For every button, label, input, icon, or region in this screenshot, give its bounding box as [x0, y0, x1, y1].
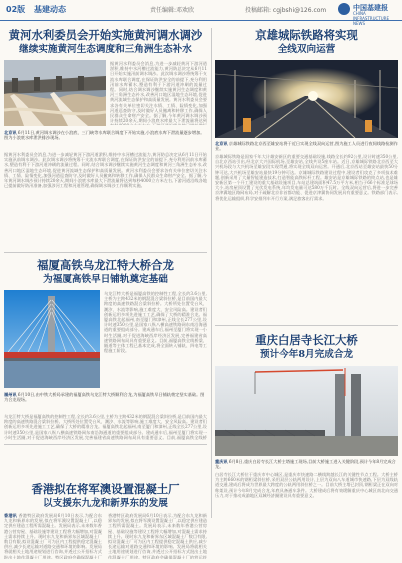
caption-text: 京雄城际铁路北京西至雄安站将于近日实现全线双向运营,图为施工人员进行夜间线路检测作业。: [215, 141, 398, 152]
article-subhead: 预计今年8月完成合龙: [259, 349, 354, 360]
article-body: [4, 513, 102, 559]
page-number: 02版: [6, 5, 26, 14]
section-divider: [215, 325, 398, 326]
article-subhead: 以支援东九龙和新界东的发展: [43, 498, 168, 509]
article-body-continued: 香港特区政府发展局6月10日表示,为配合东九龙和新界东的发展,拟在将军澳设置混凝土厂,以稳定供应建造工程所需混凝土。发展局表示,未来数年香港公营房屋、基础设施等建设工程将大幅增加,对混凝土需求持续上升。现时东九龙和新界东区域混凝土厂数目有限,拟设混凝土厂可为区内工程提供稳定混凝土供应,减少长途运输对道路交通和环境的影响。发展局将就相关土地用途规划进行咨询,并透过公开招标方式批出土地作混凝土厂用途。特区政府会确保混凝土厂的营运符: [108, 513, 207, 559]
article-subhead: 为福厦高铁早日铺轨奠定基础: [43, 274, 168, 285]
article-subhead: 继续实施黄河生态调度和三角洲生态补水: [19, 44, 192, 55]
caption-dateline: 北京讯: [4, 130, 17, 135]
article-body-continued: 乌龙江特大桥是福厦高铁的控制性工程,全长约3.6公里,主桥为主跨432米的钢混混合梁斜拉桥,是目前国内最大跨度的高速铁路混合梁斜拉桥。大桥所处位置受台风、潮汐、水流等影响,施工难度大、安全风险高。建设者们创新运用多项先进施工工艺,确保了大桥的精准合龙。福厦高铁北起福州,南至厦门和漳州,正线全长277公里,设计时速350公里,是国家八纵八横高速铁路网东南沿海通道的重要组成部分。建成通车后,福州至厦门将实现一小时生活圈,对于促进海峡西岸经济区发展,完善福建省高速铁路网布局具有重要意义。目前,福厦高铁全线桥: [4, 414, 207, 440]
page-header: [0, 0, 402, 26]
dam-photo-illustration: [4, 60, 106, 126]
photo-caption: [4, 392, 207, 412]
editor-credit: 责任编辑:邓欢欣: [150, 7, 195, 14]
caption-text: 6月8日,重庆白居寺长江大桥主塔施工现场,目前大桥施工进入关键阶段,预计今年8月完成合龙。: [215, 459, 396, 470]
news-photo-railway-night: [215, 60, 398, 138]
submission-email: 投稿邮箱: cgjbshi@126.com: [245, 7, 327, 14]
photo-caption: [4, 130, 207, 150]
caption-dateline: 重庆讯: [215, 459, 228, 464]
article-subhead: 全线双向运营: [277, 44, 336, 55]
caption-text: 6月10日,由中铁大桥局承建的福厦高铁乌龙江特大桥顺利合龙,为福厦高铁早日铺轨奠定坚实基础。图为合龙现场。: [4, 392, 205, 403]
article-headline: 京雄城际铁路将实现: [255, 28, 358, 42]
news-photo-bridge-tower-crane: [215, 366, 398, 456]
article-text: 香港特区政府发展局6月10日表示,为配合东九龙和新界东的发展,拟在将军澳设置混凝土厂,以稳定供应建造工程所需混凝土。发展局表示,未来数年香港公营房屋、基础设施等建设工程将大幅增加,对混凝土需求持续上升。现时东九龙和新界东区域混凝土厂数目有限,拟设混凝土厂可为区内工程提供稳定混凝土供应,减少长途运输对道路交通和环境的影响。发展局将就相关土地用途规划进行咨询,并透过公开招标方式批出土地作混凝土厂用途。特区政府会确保混凝土厂: [4, 513, 102, 559]
article-body: 乌龙江特大桥是福厦高铁的控制性工程,全长约3.6公里,主桥为主跨432米的钢混混合梁斜拉桥,是目前国内最大跨度的高速铁路混合梁斜拉桥。大桥所处位置受台风、潮汐、水流等影响,施工难度大、安全风险高。建设者们创新运用多项先进施工工艺,确保了大桥的精准合龙。福厦高铁北起福州,南至厦门和漳州,正线全长277公里,设计时速350公里,是国家八纵八横高速铁路网东南沿海通道的重要组成部分。建成通车后,福州至厦门将实现一小时生活圈,对于促进海峡西岸经济区发展,完善福建省高速铁路网布局具有重要意义。目前,福厦高铁全线桥梁、隧道等主体工程已基本完成,将全面转入铺轨、四电等工程施工阶段。: [104, 291, 207, 354]
article-headline: 重庆白居寺长江大桥: [255, 333, 358, 347]
article-headline: 黄河水利委员会开始实施黄河调水调沙: [8, 28, 203, 42]
news-photo-dam-flood-release: [4, 60, 106, 126]
article-body: 白居寺长江大桥位于重庆市中心城区,是重庆市快速路二横线跨越长江的关键性节点工程。大桥主桥为主跨660米的钢桁梁斜拉桥,采用双层公轨两用设计,上层为双向八车道城市快速路,下层为双线轨道交通,建成后将成为世界最大跨度的公轨两用斜拉桥之一。目前大桥主塔已封顶,钢桁梁正在双向对称架设,预计今年8月完成合龙,年底具备通车条件。大桥建成后将有效缓解重庆中心城区南北向交通压力,对于推动成渝地区双城经济圈建设具有重要意义。: [215, 472, 398, 498]
news-photo-bridge-closure: [4, 290, 100, 388]
article-headline: 香港拟在将军澳设置混凝土厂: [31, 482, 180, 496]
railway-photo-illustration: [215, 60, 398, 138]
article-body: 京雄城际铁路是国家千年大计雄安新区的重要交通基础设施,线路全长约92公里,设计时速350公里,自北京西站引出,经北京大兴国际机场,至雄安站,全线共设5座车站。近日,京雄城际铁路北京西至大兴机场段与大兴机场至雄安段实现贯通,将实现全线双向运营。开通后,北京西站至雄安站最快50分钟可达,大兴机场至雄安站最快19分钟可达。京雄城际铁路建设过程中,建设者们攻克了多项技术难题,创新采用了大量智能建造技术,打造智能高铁标杆工程。雄安站是京雄城际铁路的终点站,也是雄安新区第一个开工建设的重大基础设施项目,车站总建筑面积47.5万平方米,相当于66个标准足球场大小,站房屋顶设置了光伏发电系统,年均发电量可达580万千瓦时。全线双向运营后,将进一步完善京津冀地区路网布局,对于疏解北京非首都功能、促进京津冀协同发展具有重要意义。铁路部门表示,将优化运输组织,科学安排列车开行方案,满足旅客出行需求。: [215, 154, 398, 201]
photo-caption: [215, 141, 398, 152]
section-title: 基建动态: [34, 5, 66, 14]
column-divider: [211, 28, 212, 518]
newspaper-logo: [338, 2, 398, 26]
caption-text: 6月11日,黄河调水调沙在小浪底、三门峡等水库联合调度下开始实施,小浪底水库下泄流量逐步增加。图为小浪底水库泄洪排沙现场。: [4, 130, 205, 141]
section-divider: [4, 444, 207, 445]
caption-dateline: 北京讯: [215, 141, 228, 146]
bridge-photo-illustration: [4, 290, 100, 388]
logo-subtext: CHINA INFRASTRUCTURE NEWS: [353, 11, 389, 26]
photo-caption: [215, 459, 398, 470]
caption-dateline: 福州讯: [4, 392, 17, 397]
logo-text: 中国基建报: [353, 4, 388, 12]
logo-icon: [338, 3, 350, 15]
article-body-continued: 据黄河水利委员会消息,为进一步减轻黄河下游河道淤积,维持中水河槽过流能力,黄河防总决定从6月11日开始实施汛前调水调沙。此次调水调沙将统筹干支流水库联合调度,在保证防洪安全的前提下,充分利用汛前水库蓄水,塑造有利于下游河道冲刷的流量过程。同时,结合调水调沙继续实施黄河生态调度和黄河三角洲生态补水,改善河口地区湿地生态环境,促进黄河流域生态保护和高质量发展。黄河水利委员会要求各有关单位密切关注水情、工情、险情变化,加强河道巡查防守,及时做好人员撤离和转移工作,确保人民群众生命财产安全。据了解,今年黄河调水调沙预计持续20余天,期间小浪底水库最大下泄流量将达到每秒4000立方米左右,下游河道沿线各地已提前做好防汛准备,加强涉河工程和河道管理,确保调水调沙工作顺利实施。: [4, 152, 207, 189]
section-divider: [4, 252, 207, 253]
article-headline: 福厦高铁乌龙江特大桥合龙: [37, 258, 174, 272]
tower-crane-photo-illustration: [215, 366, 398, 456]
article-dateline: 香港讯: [4, 513, 18, 518]
article-body: 据黄河水利委员会消息,为进一步减轻黄河下游河道淤积,维持中水河槽过流能力,黄河防总决定从6月11日开始实施汛前调水调沙。此次调水调沙将统筹干支流水库联合调度,在保证防洪安全的前提下,充分利用汛前水库蓄水,塑造有利于下游河道冲刷的流量过程。同时,结合调水调沙继续实施黄河生态调度和黄河三角洲生态补水,改善河口地区湿地生态环境,促进黄河流域生态保护和高质量发展。黄河水利委员会要求各有关单位密切关注水情、工情、险情变化,加强河道巡查防守,及时做好人员撤离和转移工作,确保人民群众生命财产安全。据了解,今年黄河调水调沙预计持续20余天,期间小浪底水库最大下泄流量将达到: [110, 61, 207, 124]
